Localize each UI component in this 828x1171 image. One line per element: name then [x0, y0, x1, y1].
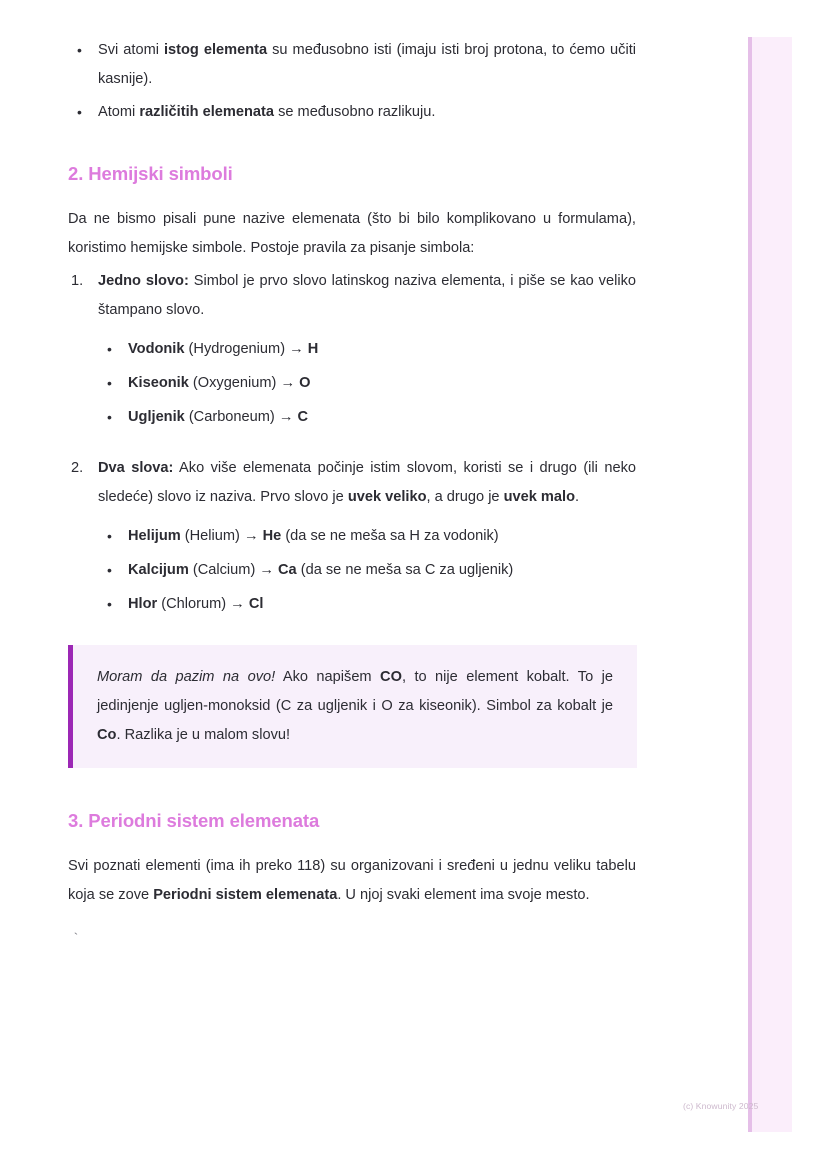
rule-two-body-3: .	[575, 489, 580, 505]
rule-two-bold-1: uvek veliko	[347, 489, 427, 505]
list-item	[98, 522, 636, 551]
section-heading-hemijski-simboli: 2. Hemijski simboli	[68, 163, 233, 184]
element-latin: (Oxygenium) →	[188, 375, 300, 391]
list-item-rule-two	[68, 454, 636, 619]
list-item	[68, 98, 636, 127]
callout-bold-2: Co	[97, 727, 117, 743]
rule-two-body-2: , a drugo je	[426, 489, 504, 505]
callout-body-1: Ako napišem	[275, 669, 381, 685]
element-name: Kiseonik	[128, 375, 189, 391]
list-item	[98, 335, 636, 364]
element-latin: (Carboneum) →	[184, 409, 298, 425]
symbol-rules-list	[68, 267, 636, 619]
element-name: Helijum	[128, 528, 181, 544]
bullet-text-pre: Atomi	[98, 104, 140, 120]
list-item	[98, 590, 636, 619]
element-latin: (Chlorum) →	[157, 596, 249, 612]
list-item	[98, 369, 636, 398]
list-item	[98, 556, 636, 585]
element-symbol: Cl	[248, 596, 264, 612]
element-name: Vodonik	[128, 341, 185, 357]
element-symbol: O	[299, 375, 311, 391]
element-note: (da se ne meša sa H za vodonik)	[281, 528, 499, 544]
section3-body-2: . U njoj svaki element ima svoje mesto.	[337, 887, 590, 903]
element-name: Hlor	[128, 596, 158, 612]
rule-two-label: Dva slova:	[98, 460, 174, 476]
rule-two-bold-2: uvek malo	[503, 489, 575, 505]
section3-paragraph	[68, 852, 636, 910]
element-name: Ugljenik	[128, 409, 185, 425]
bullet-text-pre: Svi atomi	[98, 42, 164, 58]
bullet-text-post: se međusobno razlikuju.	[274, 104, 436, 120]
element-latin: (Calcium) →	[188, 562, 279, 578]
callout-bold-1: CO	[380, 669, 402, 685]
callout-body-3: . Razlika je u malom slovu!	[116, 727, 291, 743]
right-page-accent-strip	[748, 37, 792, 1132]
element-note: (da se ne meša sa C za ugljenik)	[296, 562, 514, 578]
section-heading-periodni-sistem: 3. Periodni sistem elemenata	[68, 810, 320, 831]
section3-bold-1: Periodni sistem elemenata	[153, 887, 338, 903]
rule-one-examples	[98, 335, 636, 432]
callout-text	[97, 663, 613, 750]
element-symbol: He	[262, 528, 282, 544]
list-item-rule-one	[68, 267, 636, 432]
bullet-text-bold: različitih elemenata	[139, 104, 275, 120]
element-name: Kalcijum	[128, 562, 189, 578]
list-item	[98, 403, 636, 432]
rule-one-body: Simbol je prvo slovo latinskog naziva elementa, i piše se kao veliko štampano slovo.	[98, 273, 636, 318]
section3-body-1: Svi poznati elementi (ima ih preko 118) su organizovani i sređeni u jednu veliku tabelu koja se zove	[68, 858, 636, 903]
stray-backtick-mark: `	[72, 931, 80, 946]
element-symbol: C	[297, 409, 309, 425]
rule-two-text	[98, 454, 636, 512]
element-symbol: H	[307, 341, 319, 357]
intro-bullet-list	[68, 36, 636, 127]
element-symbol: Ca	[278, 562, 297, 578]
callout-body-2: , to nije element kobalt. To je jedinjenje ugljen-monoksid (C za ugljenik i O za kiseonik). Simbol za kobalt je	[97, 669, 613, 714]
rule-two-examples	[98, 522, 636, 619]
bullet-text-post: su međusobno isti (imaju isti broj protona, to ćemo učiti kasnije).	[98, 42, 636, 87]
rule-one-label: Jedno slovo:	[98, 273, 189, 289]
section2-intro-paragraph: Da ne bismo pisali pune nazive elemenata (što bi bilo komplikovano u formulama), koristimo hemijske simbole. Postoje pravila za pisanje simbola:	[68, 211, 636, 256]
list-item	[68, 36, 636, 94]
bullet-text-bold: istog elementa	[163, 42, 268, 58]
element-latin: (Helium) →	[180, 528, 263, 544]
element-latin: (Hydrogenium) →	[184, 341, 308, 357]
rule-one-text	[98, 267, 636, 325]
footer-copyright: (c) Knowunity 2025	[683, 1101, 759, 1111]
callout-box	[68, 645, 637, 768]
rule-two-body-1: Ako više elemenata počinje istim slovom, koristi se i drugo (ili neko sledeće) slovo iz naziva. Prvo slovo je	[98, 460, 636, 505]
callout-italic-lead: Moram da pazim na ovo!	[97, 669, 276, 685]
